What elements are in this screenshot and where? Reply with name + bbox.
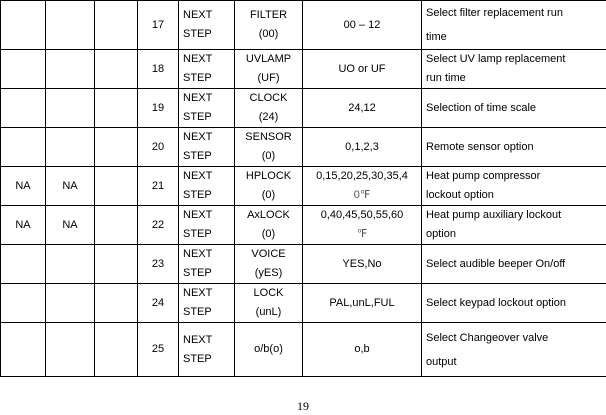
table-row [1, 206, 606, 245]
cell-col-b [46, 323, 95, 377]
cell-step-line: STEP [183, 228, 212, 240]
cell-col-c [95, 323, 138, 377]
cell-value [303, 1, 422, 50]
cell-value [303, 284, 422, 323]
cell-value-line: UO or UF [338, 62, 386, 75]
cell-step-line: NEXT [183, 248, 213, 260]
cell-symbol-line: AxLOCK [247, 209, 290, 221]
cell-symbol-line: (00) [258, 28, 279, 40]
cell-symbol-line: (unL) [255, 306, 282, 318]
cell-col-c [95, 128, 138, 167]
cell-symbol [235, 284, 303, 323]
cell-col-b [46, 128, 95, 167]
cell-col-c [95, 245, 138, 284]
cell-value [303, 89, 422, 128]
cell-step-number: 19 [138, 89, 179, 128]
cell-step-line: STEP [183, 72, 212, 84]
cell-description-line: Select Changeover valve [426, 331, 549, 344]
cell-symbol-line: (24) [258, 111, 279, 123]
cell-value-line: 0℉ [353, 189, 371, 201]
cell-description [422, 167, 606, 206]
cell-symbol-line: SENSOR [245, 131, 292, 143]
cell-description-line: Heat pump auxiliary lockout [426, 209, 562, 221]
cell-step-number: 25 [138, 323, 179, 377]
cell-step-line: STEP [183, 150, 212, 162]
table-row [1, 245, 606, 284]
cell-step-line: STEP [183, 306, 212, 318]
cell-col-b: NA [46, 167, 95, 206]
cell-col-a [1, 284, 46, 323]
cell-step [179, 284, 235, 323]
cell-value-line: YES,No [342, 257, 382, 270]
cell-symbol [235, 128, 303, 167]
cell-symbol-line: VOICE [251, 248, 286, 260]
cell-value-line: o,b [354, 343, 370, 355]
cell-symbol [235, 1, 303, 50]
cell-step-line: NEXT [183, 53, 213, 65]
cell-col-a [1, 128, 46, 167]
cell-col-b [46, 245, 95, 284]
cell-step-line: NEXT [183, 333, 213, 346]
cell-step [179, 206, 235, 245]
cell-col-b [46, 50, 95, 89]
cell-col-b [46, 89, 95, 128]
cell-step [179, 167, 235, 206]
table-row [1, 50, 606, 89]
cell-description-line: Select keypad lockout option [426, 296, 567, 309]
cell-step-line: STEP [183, 28, 212, 40]
cell-symbol-line: FILTER [249, 9, 288, 21]
cell-step-number: 24 [138, 284, 179, 323]
cell-value-line: PAL,unL,FUL [329, 296, 395, 309]
cell-description-line: run time [426, 72, 466, 84]
cell-value [303, 167, 422, 206]
cell-description-line: Remote sensor option [426, 140, 534, 153]
cell-col-c [95, 1, 138, 50]
cell-col-a: NA [1, 167, 46, 206]
cell-symbol [235, 245, 303, 284]
cell-symbol-line: UVLAMP [245, 53, 292, 65]
cell-col-c [95, 89, 138, 128]
cell-step-number: 17 [138, 1, 179, 50]
cell-value-line: 0,15,20,25,30,35,4 [316, 170, 408, 182]
cell-col-a [1, 50, 46, 89]
cell-symbol-line: LOCK [253, 287, 284, 299]
cell-step-number: 18 [138, 50, 179, 89]
cell-step-number: 21 [138, 167, 179, 206]
cell-step-number: 22 [138, 206, 179, 245]
cell-col-b [46, 1, 95, 50]
cell-description [422, 206, 606, 245]
cell-step [179, 50, 235, 89]
cell-symbol [235, 323, 303, 377]
cell-col-a [1, 323, 46, 377]
cell-step [179, 245, 235, 284]
cell-description-line: lockout option [426, 189, 494, 201]
table-row [1, 323, 606, 377]
cell-step-line: STEP [183, 111, 212, 123]
cell-symbol [235, 89, 303, 128]
cell-description [422, 89, 606, 128]
cell-step-number: 23 [138, 245, 179, 284]
cell-step-line: NEXT [183, 287, 213, 299]
cell-symbol-line: (0) [261, 189, 276, 201]
cell-description-line: Heat pump compressor [426, 170, 541, 182]
cell-col-a [1, 89, 46, 128]
cell-description-line: output [426, 355, 457, 368]
table-row [1, 284, 606, 323]
cell-step-line: NEXT [183, 92, 213, 104]
cell-value [303, 206, 422, 245]
cell-description-line: Select audible beeper On/off [426, 257, 566, 270]
cell-value-line: 24,12 [348, 101, 376, 114]
cell-description [422, 128, 606, 167]
cell-description [422, 50, 606, 89]
cell-col-b [46, 284, 95, 323]
cell-step [179, 89, 235, 128]
cell-value [303, 245, 422, 284]
cell-symbol-line: (UF) [257, 72, 280, 84]
page-number: 19 [297, 399, 309, 413]
cell-value [303, 323, 422, 377]
cell-col-c [95, 284, 138, 323]
cell-col-a: NA [1, 206, 46, 245]
table-row [1, 167, 606, 206]
cell-step-line: NEXT [183, 209, 213, 221]
cell-col-b: NA [46, 206, 95, 245]
cell-symbol [235, 167, 303, 206]
cell-description-line: Selection of time scale [426, 101, 537, 114]
table-row [1, 128, 606, 167]
cell-description-line: Select UV lamp replacement [426, 53, 566, 65]
cell-step [179, 128, 235, 167]
cell-symbol-line: HPLOCK [245, 170, 292, 182]
cell-description [422, 245, 606, 284]
cell-step-line: STEP [183, 267, 212, 279]
cell-description-line: time [426, 31, 447, 43]
cell-symbol-line: CLOCK [249, 92, 288, 104]
cell-symbol-line: (0) [261, 150, 276, 162]
cell-step [179, 323, 235, 377]
cell-col-c [95, 167, 138, 206]
cell-value-line: 0,40,45,50,55,60 [320, 209, 404, 221]
cell-value [303, 128, 422, 167]
cell-description-line: Select filter replacement run [426, 7, 563, 19]
cell-col-a [1, 245, 46, 284]
table-body [1, 1, 606, 377]
cell-symbol-line: o/b(o) [254, 343, 283, 355]
table-row [1, 1, 606, 50]
cell-step-line: NEXT [183, 170, 213, 182]
table-row [1, 89, 606, 128]
cell-col-a [1, 1, 46, 50]
cell-value-line: 0,1,2,3 [345, 140, 379, 153]
cell-description [422, 284, 606, 323]
cell-value-line: ℉ [356, 228, 368, 240]
cell-col-c [95, 206, 138, 245]
cell-col-c [95, 50, 138, 89]
cell-value-line: 00 – 12 [343, 18, 381, 31]
cell-step [179, 1, 235, 50]
cell-symbol-line: (yES) [254, 267, 283, 279]
cell-description-line: option [426, 228, 456, 240]
cell-symbol [235, 50, 303, 89]
cell-symbol-line: (0) [261, 228, 276, 240]
cell-description [422, 1, 606, 50]
cell-description [422, 323, 606, 377]
cell-step-line: NEXT [183, 9, 213, 21]
cell-step-line: NEXT [183, 131, 213, 143]
cell-value [303, 50, 422, 89]
cell-step-line: STEP [183, 352, 212, 365]
cell-symbol [235, 206, 303, 245]
cell-step-line: STEP [183, 189, 212, 201]
cell-step-number: 20 [138, 128, 179, 167]
